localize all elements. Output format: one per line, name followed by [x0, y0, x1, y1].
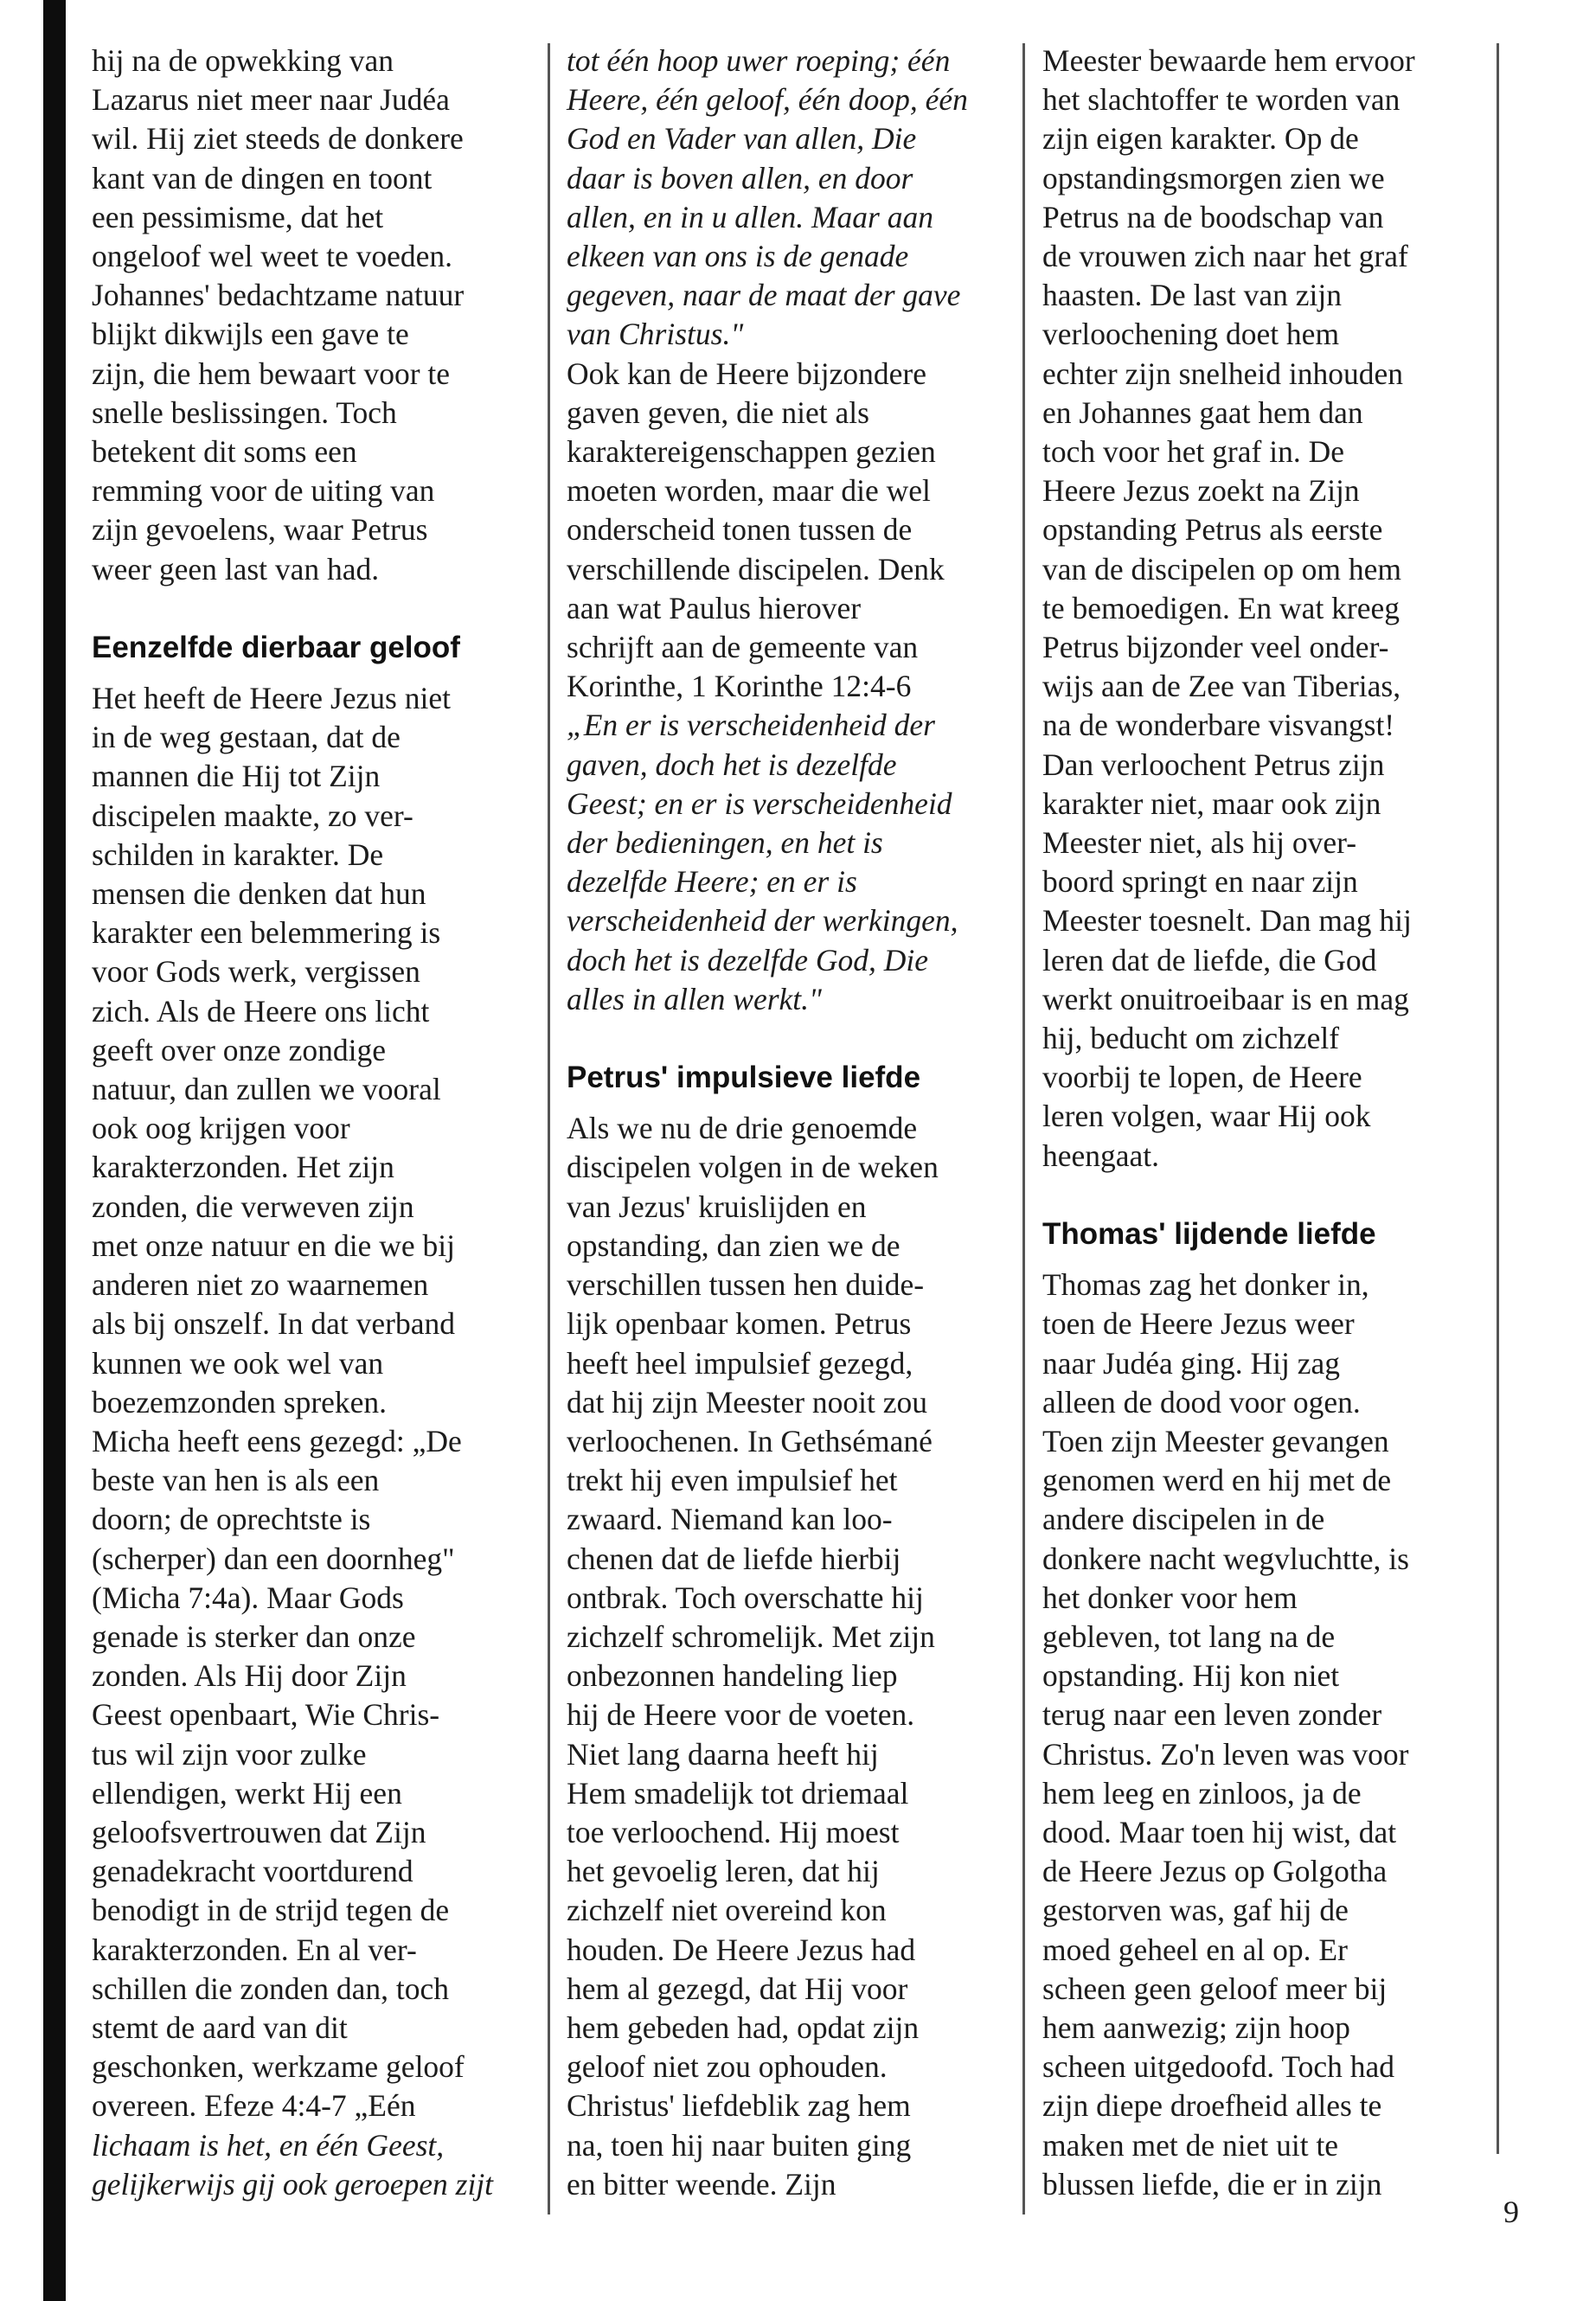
text-line: zijn diepe droefheid alles te [1042, 2088, 1382, 2124]
text-line: Het heeft de Heere Jezus niet [92, 681, 451, 716]
bible-quote-paragraph [567, 706, 1016, 1019]
text-line: geeft over onze zondige [92, 1032, 387, 1067]
text-line: gestorven was, gaf hij de [1042, 1893, 1349, 1928]
section-heading: Eenzelfde dierbaar geloof [92, 630, 460, 664]
text-line: andere discipelen in de [1042, 1502, 1325, 1537]
text-line: zijn gevoelens, waar Petrus [92, 512, 428, 548]
text-line: Petrus na de boodschap van [1042, 199, 1384, 234]
text-line: de vrouwen zich naar het graf [1042, 239, 1408, 274]
text-line: God en Vader van allen, Die [567, 121, 917, 157]
text-line: ontbrak. Toch overschatte hij [567, 1580, 924, 1615]
bible-quote-paragraph [567, 42, 1016, 355]
text-line: Christus. Zo'n leven was voor [1042, 1736, 1409, 1772]
body-paragraph [567, 1109, 1016, 2204]
text-line: overeen. Efeze 4:4-7 „Eén [92, 2088, 416, 2124]
text-line: kunnen we ook wel van [92, 1345, 384, 1381]
text-line: geloof niet zou ophouden. [567, 2049, 888, 2085]
section-heading: Thomas' lijdende liefde [1042, 1216, 1376, 1251]
text-line: Johannes' bedachtzame natuur [92, 278, 465, 313]
body-paragraph [1042, 1266, 1492, 2204]
text-line: benodigt in de strijd tegen de [92, 1893, 450, 1928]
text-line: na de wonderbare visvangst! [1042, 708, 1395, 743]
text-line: naar Judéa ging. Hij zag [1042, 1345, 1341, 1381]
text-line: zich. Als de Heere ons licht [92, 993, 430, 1029]
text-line: leren volgen, waar Hij ook [1042, 1099, 1371, 1134]
text-line: aan wat Paulus hierover [567, 590, 862, 625]
body-paragraph [92, 679, 542, 2126]
text-line: de Heere Jezus op Golgotha [1042, 1854, 1388, 1889]
text-line: scheen uitgedoofd. Toch had [1042, 2049, 1394, 2085]
text-line: schillen die zonden dan, toch [92, 1971, 450, 2006]
text-line: hem al gezegd, dat Hij voor [567, 1971, 908, 2006]
text-line: Ook kan de Heere bijzondere [567, 356, 926, 391]
text-line: haasten. De last van zijn [1042, 278, 1343, 313]
text-line: elkeen van ons is de genade [567, 239, 909, 274]
text-line: dat hij zijn Meester nooit zou [567, 1384, 928, 1420]
text-line: hem aanwezig; zijn hoop [1042, 2009, 1350, 2045]
text-line: schrijft aan de gemeente van [567, 630, 919, 665]
text-line: natuur, dan zullen we vooral [92, 1072, 441, 1107]
section-spacer [1042, 1176, 1492, 1215]
text-line: werkt onuitroeibaar is en mag [1042, 981, 1409, 1016]
heading-spacer [567, 1097, 1016, 1109]
text-line: zichzelf schromelijk. Met zijn [567, 1618, 935, 1654]
text-line: lijk openbaar komen. Petrus [567, 1306, 912, 1342]
text-line: karakterzonden. En al ver- [92, 1932, 417, 1967]
text-line: toch voor het graf in. De [1042, 434, 1344, 470]
text-line: betekent dit soms een [92, 434, 357, 470]
text-column-2 [567, 42, 1016, 2204]
text-line: lichaam is het, en één Geest, [92, 2127, 445, 2163]
text-line: wil. Hij ziet steeds de donkere [92, 121, 464, 157]
text-line: moed geheel en al op. Er [1042, 1932, 1348, 1967]
text-line: geschonken, werkzame geloof [92, 2049, 465, 2085]
text-line: het donker voor hem [1042, 1580, 1298, 1615]
text-line: karaktereigenschappen gezien [567, 434, 936, 470]
text-line: Als we nu de drie genoemde [567, 1111, 918, 1146]
text-line: Meester bewaarde hem ervoor [1042, 43, 1415, 78]
heading-spacer [1042, 1253, 1492, 1266]
text-line: terug naar een leven zonder [1042, 1697, 1382, 1733]
text-line: Meester toesnelt. Dan mag hij [1042, 903, 1412, 939]
text-line: alleen de dood voor ogen. [1042, 1384, 1361, 1420]
text-line: als bij onszelf. In dat verband [92, 1306, 455, 1342]
text-line: voor Gods werk, vergissen [92, 954, 420, 990]
text-line: discipelen volgen in de weken [567, 1150, 939, 1185]
text-line: zonden. Als Hij door Zijn [92, 1658, 407, 1694]
text-line: blijkt dikwijls een gave te [92, 317, 409, 352]
text-line: blussen liefde, die er in zijn [1042, 2166, 1382, 2202]
text-line: chenen dat de liefde hierbij [567, 1541, 901, 1576]
text-line: Dan verloochent Petrus zijn [1042, 747, 1385, 782]
text-line: hij, beducht om zichzelf [1042, 1021, 1340, 1056]
column-rule [1022, 43, 1025, 2214]
text-line: Niet lang daarna heeft hij [567, 1736, 879, 1772]
section-spacer [567, 1019, 1016, 1058]
text-line: gegeven, naar de maat der gave [567, 278, 961, 313]
text-line: hij de Heere voor de voeten. [567, 1697, 915, 1733]
text-line: zichzelf niet overeind kon [567, 1893, 887, 1928]
text-line: dezelfde Heere; en er is [567, 864, 857, 900]
text-line: opstanding. Hij kon niet [1042, 1658, 1340, 1694]
text-line: schilden in karakter. De [92, 836, 384, 872]
text-line: verschillende discipelen. Denk [567, 551, 945, 586]
text-line: opstanding Petrus als eerste [1042, 512, 1383, 548]
text-line: daar is boven allen, en door [567, 160, 913, 195]
text-line: Korinthe, 1 Korinthe 12:4-6 [567, 669, 912, 704]
bible-quote-paragraph [92, 2126, 542, 2204]
text-line: heeft heel impulsief gezegd, [567, 1345, 913, 1381]
text-line: karakter een belemmering is [92, 915, 441, 951]
column-rule [1497, 43, 1499, 2154]
text-line: weer geen last van had. [92, 551, 380, 586]
text-line: hem gebeden had, opdat zijn [567, 2009, 920, 2045]
text-line: van Jezus' kruislijden en [567, 1189, 867, 1224]
text-line: zijn eigen karakter. Op de [1042, 121, 1359, 157]
text-line: voorbij te lopen, de Heere [1042, 1060, 1362, 1095]
text-line: mensen die denken dat hun [92, 876, 426, 912]
text-line: Christus' liefdeblik zag hem [567, 2088, 911, 2124]
text-line: verloochening doet hem [1042, 317, 1340, 352]
text-line: dood. Maar toen hij wist, dat [1042, 1814, 1397, 1849]
text-line: zonden, die verweven zijn [92, 1189, 414, 1224]
text-column-1 [92, 42, 542, 2204]
text-line: toe verloochend. Hij moest [567, 1814, 900, 1849]
text-line: leren dat de liefde, die God [1042, 942, 1377, 977]
left-margin-bar [43, 0, 66, 2301]
text-line: onderscheid tonen tussen de [567, 512, 913, 548]
text-line: houden. De Heere Jezus had [567, 1932, 916, 1967]
text-line: doch het is dezelfde God, Die [567, 942, 929, 977]
text-line: van Christus." [567, 317, 744, 352]
text-line: remming voor de uiting van [92, 473, 435, 509]
text-line: gaven geven, die niet als [567, 394, 869, 430]
text-line: mannen die Hij tot Zijn [92, 759, 381, 794]
text-line: moeten worden, maar die wel [567, 473, 931, 509]
text-line: toen de Heere Jezus weer [1042, 1306, 1355, 1342]
text-line: met onze natuur en die we bij [92, 1227, 455, 1263]
column-rule [548, 43, 550, 2214]
text-line: opstandingsmorgen zien we [1042, 160, 1385, 195]
text-line: Meester niet, als hij over- [1042, 825, 1357, 861]
text-line: Micha heeft eens gezegd: „De [92, 1423, 462, 1458]
section-spacer [92, 589, 542, 628]
text-line: Geest openbaart, Wie Chris- [92, 1697, 440, 1733]
text-line: karakter niet, maar ook zijn [1042, 785, 1381, 821]
text-line: karakterzonden. Het zijn [92, 1150, 394, 1185]
text-line: hij na de opwekking van [92, 43, 394, 78]
text-line: na, toen hij naar buiten ging [567, 2127, 912, 2163]
text-line: een pessimisme, dat het [92, 199, 384, 234]
text-line: scheen geen geloof meer bij [1042, 1971, 1388, 2006]
text-line: boord springt en naar zijn [1042, 864, 1358, 900]
text-line: gaven, doch het is dezelfde [567, 747, 897, 782]
text-line: doorn; de oprechtste is [92, 1502, 371, 1537]
text-line: zijn, die hem bewaart voor te [92, 356, 451, 391]
text-line: van de discipelen op om hem [1042, 551, 1402, 586]
section-heading: Petrus' impulsieve liefde [567, 1061, 921, 1095]
text-line: Hem smadelijk tot driemaal [567, 1775, 909, 1811]
text-line: maken met de niet uit te [1042, 2127, 1339, 2163]
text-line: discipelen maakte, zo ver- [92, 798, 413, 833]
text-line: snelle beslissingen. Toch [92, 394, 397, 430]
text-line: boezemzonden spreken. [92, 1384, 388, 1420]
text-line: te bemoedigen. En wat kreeg [1042, 590, 1401, 625]
body-paragraph [1042, 42, 1492, 1176]
text-line: beste van hen is als een [92, 1463, 380, 1498]
text-line: ook oog krijgen voor [92, 1111, 350, 1146]
text-line: heengaat. [1042, 1138, 1160, 1173]
text-line: hem leeg en zinloos, ja de [1042, 1775, 1362, 1811]
text-line: ellendigen, werkt Hij een [92, 1775, 402, 1811]
text-line: gebleven, tot lang na de [1042, 1618, 1336, 1654]
text-line: en Johannes gaat hem dan [1042, 394, 1363, 430]
text-line: het slachtoffer te worden van [1042, 82, 1401, 118]
text-line: (scherper) dan een doornheg" [92, 1541, 455, 1576]
text-line: Toen zijn Meester gevangen [1042, 1423, 1389, 1458]
text-line: donkere nacht wegvluchtte, is [1042, 1541, 1409, 1576]
text-line: gelijkerwijs gij ook geroepen zijt [92, 2166, 494, 2202]
text-line: verscheidenheid der werkingen, [567, 903, 958, 939]
text-line: het gevoelig leren, dat hij [567, 1854, 880, 1889]
text-line: Heere Jezus zoekt na Zijn [1042, 473, 1360, 509]
body-paragraph [92, 42, 542, 589]
text-line: verschillen tussen hen duide- [567, 1267, 925, 1303]
text-line: trekt hij even impulsief het [567, 1463, 898, 1498]
text-line: stemt de aard van dit [92, 2009, 348, 2045]
text-line: kant van de dingen en toont [92, 160, 433, 195]
text-line: allen, en in u allen. Maar aan [567, 199, 933, 234]
text-line: tus wil zijn voor zulke [92, 1736, 367, 1772]
text-line: en bitter weende. Zijn [567, 2166, 836, 2202]
text-line: Petrus bijzonder veel onder- [1042, 630, 1389, 665]
text-line: anderen niet zo waarnemen [92, 1267, 429, 1303]
text-line: genadekracht voortdurend [92, 1854, 413, 1889]
text-line: Thomas zag het donker in, [1042, 1267, 1369, 1303]
text-line: genade is sterker dan onze [92, 1618, 416, 1654]
text-column-3 [1042, 42, 1492, 2204]
text-line: tot één hoop uwer roeping; één [567, 43, 951, 78]
text-line: „En er is verscheidenheid der [567, 708, 935, 743]
text-line: alles in allen werkt." [567, 981, 822, 1016]
text-line: (Micha 7:4a). Maar Gods [92, 1580, 404, 1615]
text-line: ongeloof wel weet te voeden. [92, 239, 452, 274]
text-line: onbezonnen handeling liep [567, 1658, 898, 1694]
text-line: der bedieningen, en het is [567, 825, 883, 861]
text-line: Geest; en er is verscheidenheid [567, 785, 952, 821]
text-line: geloofsvertrouwen dat Zijn [92, 1814, 426, 1849]
heading-spacer [92, 667, 542, 679]
text-line: Lazarus niet meer naar Judéa [92, 82, 450, 118]
text-line: echter zijn snelheid inhouden [1042, 356, 1403, 391]
page-number: 9 [1503, 2195, 1519, 2229]
text-line: Heere, één geloof, één doop, één [567, 82, 968, 118]
text-line: wijs aan de Zee van Tiberias, [1042, 669, 1401, 704]
text-line: genomen werd en hij met de [1042, 1463, 1392, 1498]
text-line: opstanding, dan zien we de [567, 1227, 901, 1263]
body-paragraph [567, 355, 1016, 707]
text-line: verloochenen. In Gethsémané [567, 1423, 933, 1458]
text-line: zwaard. Niemand kan loo- [567, 1502, 893, 1537]
text-line: in de weg gestaan, dat de [92, 720, 401, 755]
